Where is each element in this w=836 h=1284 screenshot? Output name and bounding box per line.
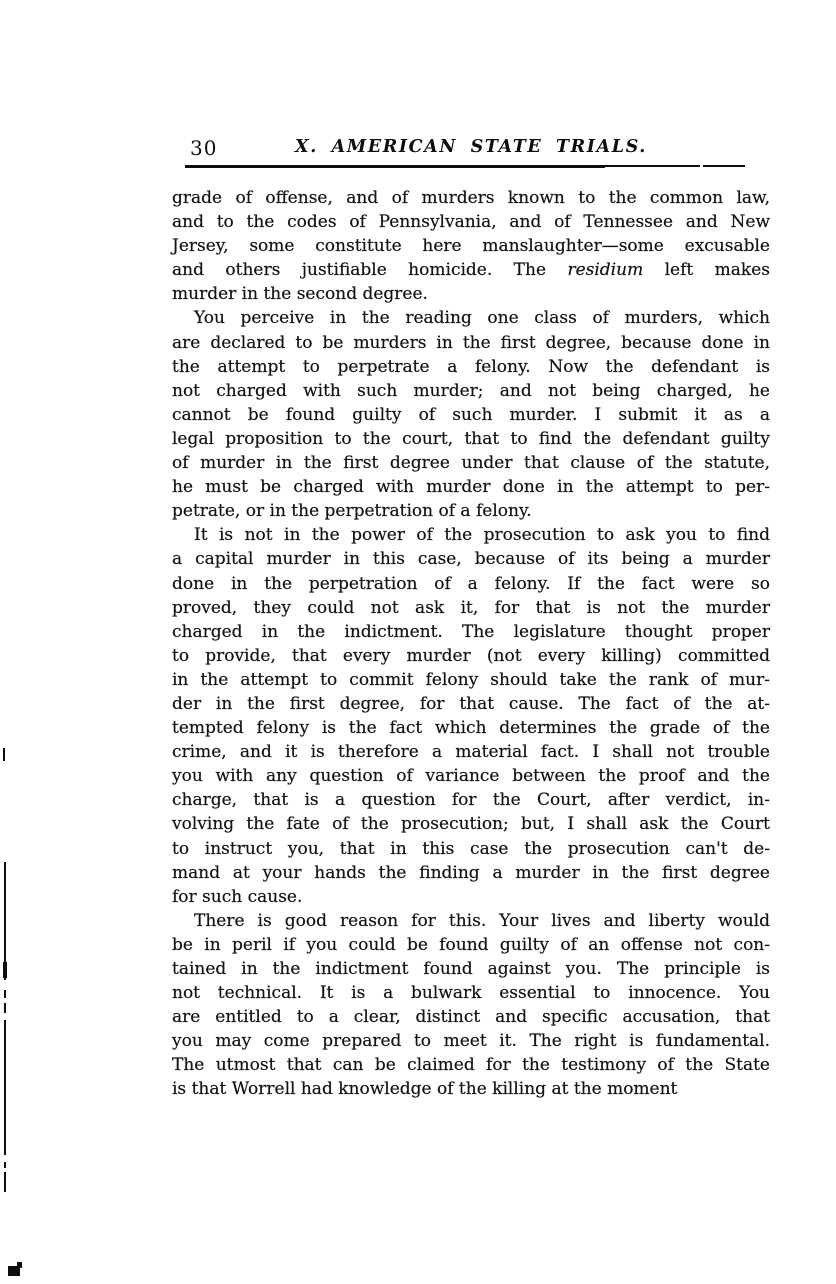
text-line: the attempt to perpetrate a felony. Now the defendant is [172,356,770,377]
text-line: der in the first degree, for that cause. The fact of the at- [172,693,770,714]
text-line: proved, they could not ask it, for that is not the murder [172,597,770,618]
text-line: charged in the indictment. The legislature thought proper [172,621,770,642]
text-line: You perceive in the reading one class of murders, which [194,308,770,329]
text-line: are entitled to a clear, distinct and specific accusation, that [172,1007,770,1028]
text-line: grade of offense, and of murders known to the common law, [172,188,770,208]
text-line: are declared to be murders in the first degree, because done in [172,332,770,353]
paragraph [172,306,770,523]
page-header [172,136,770,162]
scan-artifact-edge-dash [4,1162,6,1168]
text-line: tempted felony is the fact which determines the grade of the [172,718,770,739]
rule-thinning [605,167,745,168]
text-line: to provide, that every murder (not every killing) committed [172,645,770,666]
text-line: for such cause. [172,886,303,907]
text-line: petrate, or in the perpetration of a felony. [172,501,532,522]
text-line: charge, that is a question for the Court, after verdict, in- [172,790,770,811]
scan-artifact-edge-dash [4,1003,6,1013]
text-line: of murder in the first degree under that clause of the statute, [172,453,770,474]
scan-artifact-edge-tick [3,748,5,761]
body-text [172,186,770,1102]
text-line: you may come prepared to meet it. The right is fundamental. [172,1031,770,1052]
scan-artifact-edge-line [4,1020,6,1155]
scan-artifact-edge-dash [4,990,6,998]
header-divider-rule [185,165,745,168]
text-line: volving the fate of the prosecution; but, I shall ask the Court [172,814,770,835]
text-line: It is not in the power of the prosecution to ask you to find [194,525,770,546]
text-line: not charged with such murder; and not being charged, he [172,380,770,401]
text-line: murder in the second degree. [172,284,428,305]
text-line: be in peril if you could be found guilty of an offense not con- [172,934,770,955]
text-line: he must be charged with murder done in the attempt to per- [172,477,770,498]
text-line: mand at your hands the finding a murder in the first degree [172,862,770,883]
text-line: Jersey, some constitute here manslaughter—some excusable [172,236,770,257]
scan-artifact-corner-blob [17,1262,22,1268]
text-line: is that Worrell had knowledge of the killing at the moment [172,1079,678,1100]
paragraph [172,909,770,1102]
text-line: done in the perpetration of a felony. If the fact were so [172,573,770,594]
text-line: crime, and it is therefore a material fact. I shall not trouble [172,742,770,763]
text-line: a capital murder in this case, because of its being a murder [172,549,770,570]
page-number: 30 [190,136,218,160]
text-line: and others justifiable homicide. The residium left makes [172,260,770,281]
text-line: The utmost that can be claimed for the testimony of the State [172,1055,770,1076]
text-line: not technical. It is a bulwark essential to innocence. You [172,983,770,1004]
paragraph [172,523,770,909]
text-line: and to the codes of Pennsylvania, and of Tennessee and New [172,212,770,233]
text-line: in the attempt to commit felony should take the rank of mur- [172,669,770,690]
text-line: tained in the indictment found against you. The principle is [172,959,770,979]
text-line: cannot be found guilty of such murder. I submit it as a [172,404,770,425]
scan-artifact-edge-blob [3,962,7,978]
text-line: legal proposition to the court, that to find the defendant guilty [172,428,770,449]
running-head-title: X. AMERICAN STATE TRIALS. [295,137,647,157]
text-line: to instruct you, that in this case the prosecution can't de- [172,838,770,859]
rule-break [700,165,703,167]
paragraph [172,186,770,306]
scan-artifact-edge-line [4,1172,6,1192]
text-line: There is good reason for this. Your lives and liberty would [194,910,770,931]
text-line: you with any question of variance between the proof and the [172,766,770,787]
